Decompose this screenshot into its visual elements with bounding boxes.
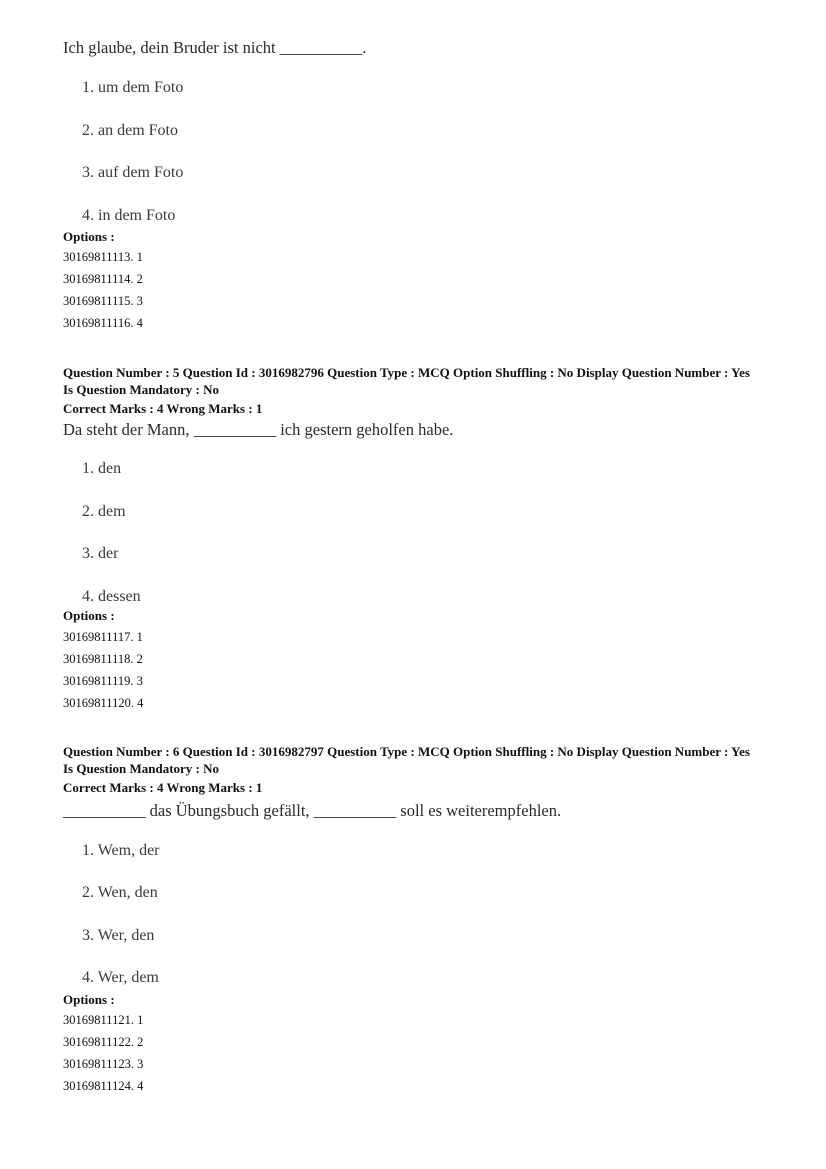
question-4-options-label: Options : [63,229,115,244]
question-5-option-4: 30169811120. 4 [63,696,144,710]
question-5-text: Da steht der Mann, __________ ich gestern geholfen habe. [63,420,454,439]
question-5-option-3: 30169811119. 3 [63,674,143,688]
question-4-text: Ich glaube, dein Bruder ist nicht __________. [63,38,367,57]
question-6-option-4: 30169811124. 4 [63,1079,144,1093]
question-6-marks: Correct Marks : 4 Wrong Marks : 1 [63,780,263,795]
question-6-choice-1: 1. Wem, der [82,842,160,859]
question-4-option-3: 30169811115. 3 [63,294,143,308]
question-4-option-1: 30169811113. 1 [63,250,143,264]
question-6-choice-2: 2. Wen, den [82,884,158,901]
question-5-header: Question Number : 5 Question Id : 3016982796 Question Type : MCQ Option Shuffling : No Display Question Number : Yes Is Question Mandatory : No [63,365,750,397]
question-5-options-label: Options : [63,608,115,623]
question-4-choice-2: 2. an dem Foto [82,122,178,139]
question-5-choice-2: 2. dem [82,503,126,520]
question-5-option-1: 30169811117. 1 [63,630,143,644]
question-4-option-2: 30169811114. 2 [63,272,143,286]
question-4-choice-3: 3. auf dem Foto [82,164,184,181]
question-6-option-1: 30169811121. 1 [63,1013,144,1027]
question-5-option-2: 30169811118. 2 [63,652,143,666]
question-5-choice-3: 3. der [82,545,119,562]
question-6-choice-3: 3. Wer, den [82,927,155,944]
question-4-option-4: 30169811116. 4 [63,316,143,330]
question-6-options-label: Options : [63,992,115,1007]
question-5-choice-1: 1. den [82,460,122,477]
question-6-header: Question Number : 6 Question Id : 3016982797 Question Type : MCQ Option Shuffling : No Display Question Number : Yes Is Question Mandatory : No [63,744,750,776]
question-6-option-2: 30169811122. 2 [63,1035,144,1049]
question-4-choice-1: 1. um dem Foto [82,79,184,96]
question-6-option-3: 30169811123. 3 [63,1057,144,1071]
question-5-choice-4: 4. dessen [82,588,141,605]
question-6-text: __________ das Übungsbuch gefällt, __________ soll es weiterempfehlen. [63,801,562,820]
question-6-choice-4: 4. Wer, dem [82,969,159,986]
question-4-choice-4: 4. in dem Foto [82,207,176,224]
question-5-marks: Correct Marks : 4 Wrong Marks : 1 [63,401,263,416]
